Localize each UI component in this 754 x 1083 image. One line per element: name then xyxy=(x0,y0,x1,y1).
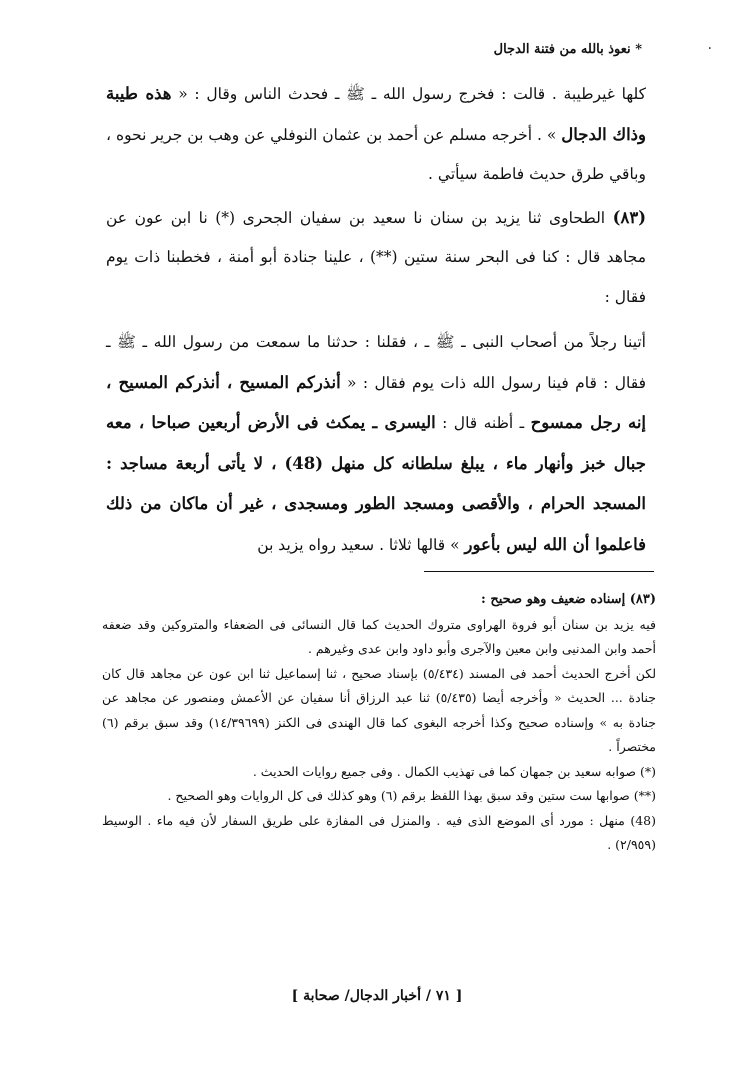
paragraph-1-bold: هذه طيبة وذاك الدجال xyxy=(106,84,646,144)
footnote-2: لكن أخرج الحديث أحمد فى المسند (٥/٤٣٤) بإسناد صحيح ، ثنا إسماعيل ثنا ابن عون عن مجاهد قال كان جنادة ... الحديث « وأخرجه أيضا (٥/٤٣٥) ثنا عبد الرزاق أنا سفيان عن الأعمش ومنصور عن مجاهد عن جنادة به » وإسناده صحيح وكذا أخرجه البغوى كما قال الهندى فى الكنز (١٤/٣٩٦٩٩) وقد سبق برقم (٦) مختصراً . xyxy=(102,665,656,754)
page-footer: [ ٧١ / أخبار الدجال/ صحابة ] xyxy=(291,988,463,1004)
footnote-divider xyxy=(424,571,654,572)
paragraph-1-text-a: كلها غيرطيبة . قالت : فخرج رسول الله ـ ﷺ ـ فحدث الناس وقال : « xyxy=(171,85,646,103)
main-text xyxy=(106,74,646,565)
hadith-number: (٨٣) xyxy=(612,207,646,227)
paragraph-3-text-c: » قالها ثلاثا . سعيد رواه يزيد بن xyxy=(257,535,465,554)
paragraph-3-text-a: أتينا رجلاً من أصحاب النبى ـ ﷺ ـ ، فقلنا : حدثنا ما سمعت من رسول الله ـ ﷺ ـ فقال : قام فينا رسول الله ذات يوم فقال : « xyxy=(106,333,646,392)
paragraph-1 xyxy=(106,74,646,195)
footnote-4: (**) صوابها ست ستين وقد سبق بهذا اللفظ برقم (٦) وهو كذلك فى كل الروايات وهو الصحيح . xyxy=(167,788,656,803)
corner-mark: ٠ xyxy=(706,40,714,56)
footnote-heading: (٨٣) إسناده ضعيف وهو صحيح : xyxy=(481,592,656,607)
footnote-5: (48) منهل : مورد أى الموضع الذى فيه . والمنزل فى المفازة على طريق السفار لأن فيه ماء . الوسيط (٢/٩٥٩) . xyxy=(102,812,656,852)
paragraph-3 xyxy=(106,323,646,565)
paragraph-2-text: الطحاوى ثنا يزيد بن سنان نا سعيد بن سفيان الجحرى (*) نا ابن عون عن مجاهد قال : كنا فى البحر سنة ستين (**) ، علينا جنادة أبو أمنة ، فخطبنا ذات يوم فقال : xyxy=(106,208,646,306)
paragraph-3-bold-1: أنذركم المسيح ، أنذركم المسيح ، إنه رجل ممسوح xyxy=(106,372,646,432)
paragraph-3-text-b: ـ أظنه قال : xyxy=(435,414,531,432)
paragraph-3-bold-2: اليسرى ـ يمكث فى الأرض أربعين صباحا ، معه جبال خبز وأنهار ماء ، يبلغ سلطانه كل منهل (48) ، لا يأتى أربعة مساجد : المسجد الحرام ، والأقصى ومسجد الطور ومسجدى ، غير أن ماكان من ذلك فاعلموا أن الله ليس بأعور xyxy=(106,413,646,554)
paragraph-2 xyxy=(106,198,646,318)
paragraph-1-text-b: » . أخرجه مسلم عن أحمد بن عثمان النوفلي عن وهب بن جرير نحوه ، وباقي طرق حديث فاطمة سيأتي . xyxy=(106,125,646,183)
footnote-1: فيه يزيد بن سنان أبو فروة الهراوى متروك الحديث كما قال النسائى فى الضعفاء والمتروكين وقد ضعفه أحمد وابن المدنيى وابن معين والآجرى وأبو داود وابن عدى وغيرهم . xyxy=(102,616,656,656)
footnotes xyxy=(102,588,656,858)
footnote-3: (*) صوابه سعيد بن جمهان كما فى تهذيب الكمال . وفى جميع روايات الحديث . xyxy=(252,763,656,779)
running-head: * نعوذ بالله من فتنة الدجال xyxy=(493,42,642,57)
